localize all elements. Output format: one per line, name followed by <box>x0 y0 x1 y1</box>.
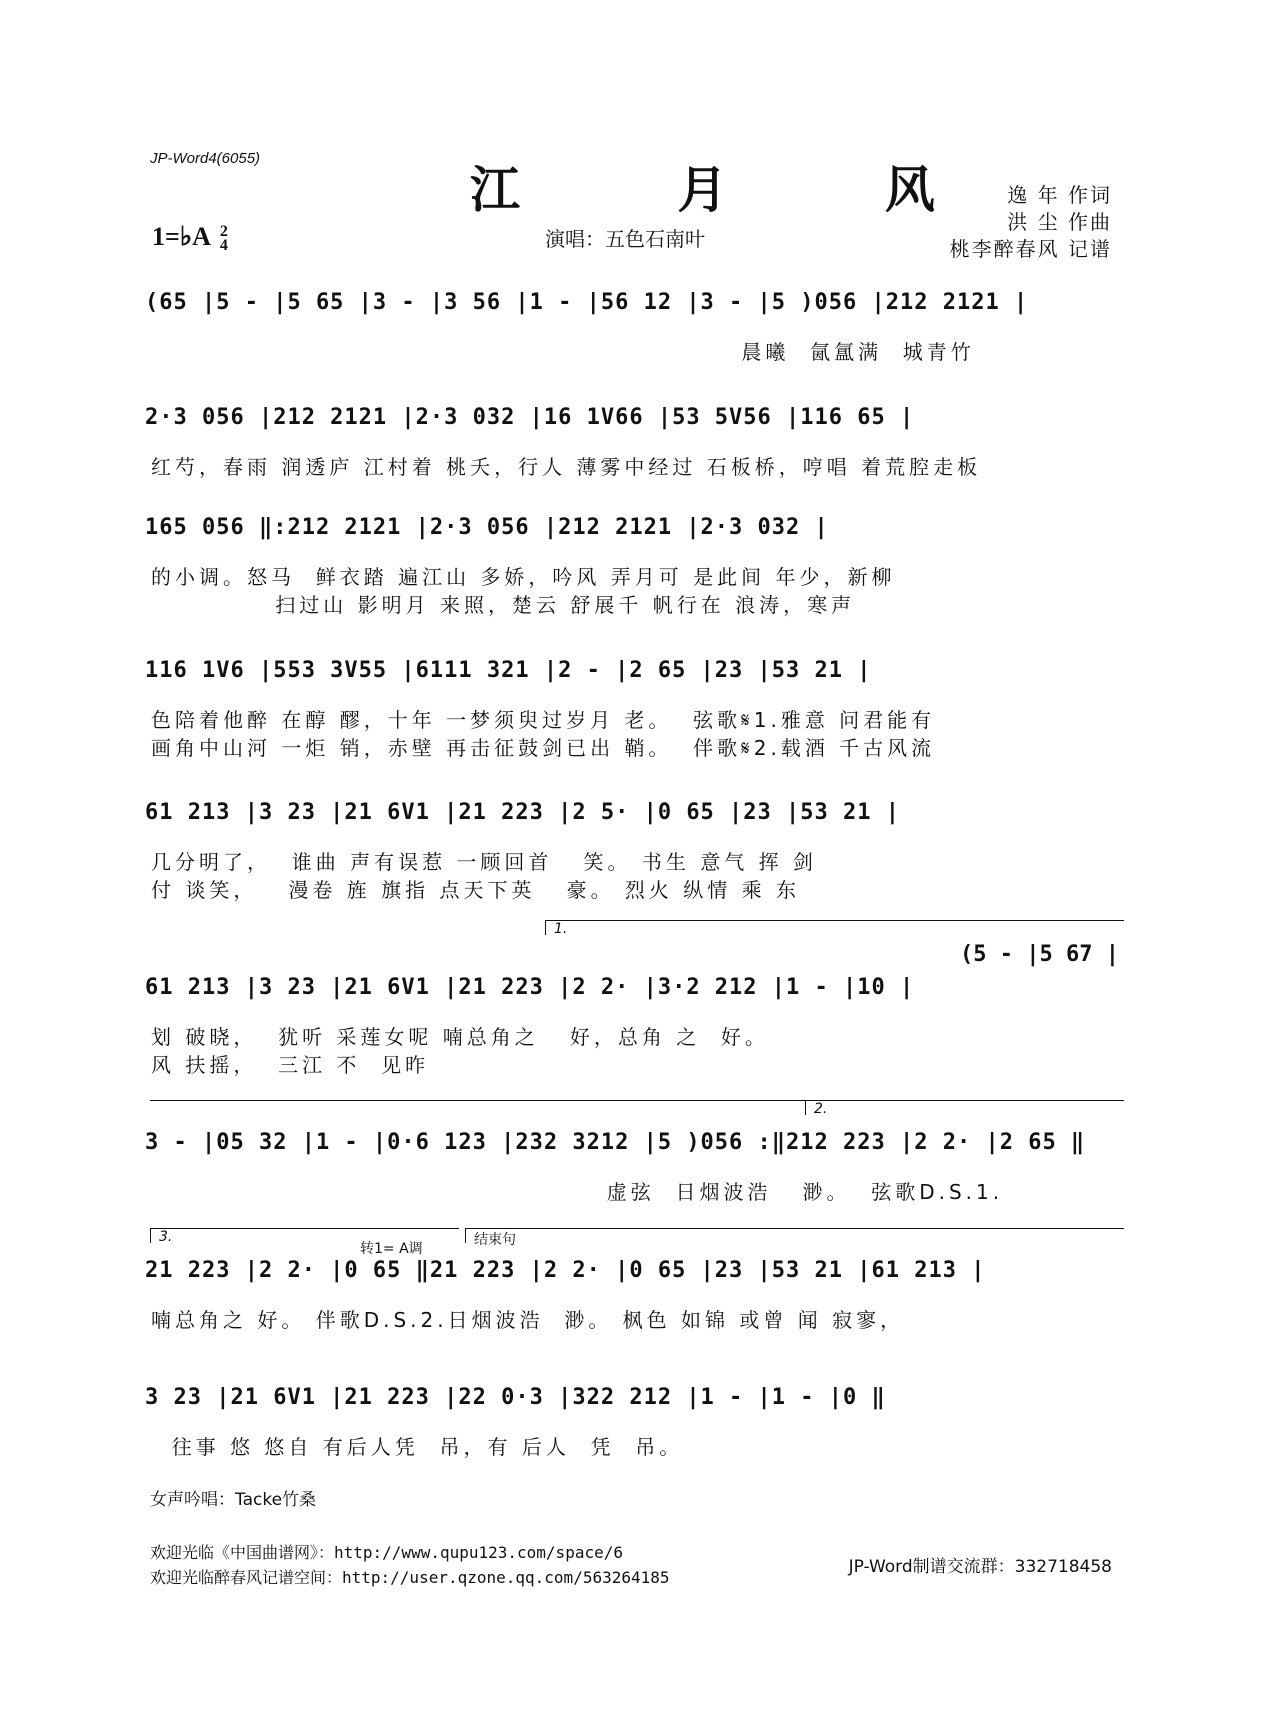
lyric-line: 虚弦 日烟波浩 渺。 弦歌D.S.1. <box>151 1180 1004 1204</box>
notation-line: 2·3 056 |212 2121 |2·3 032 |16 1V66 |53 5V56 |116 65 | <box>145 405 915 430</box>
credits-block <box>950 182 1112 263</box>
key-change-label: 转1= A调 <box>360 1241 423 1257</box>
lyric-line: 喃总角之 好。 伴歌D.S.2.日烟波浩 渺。 枫色 如锦 或曾 闻 寂寥， <box>151 1308 905 1332</box>
lyric-line: 风 扶摇， 三江 不 见昨 <box>151 1053 430 1077</box>
volta-bracket-3: 3. <box>150 1228 459 1243</box>
lyric-line: 几分明了， 谁曲 声有误惹 一顾回首 笑。 书生 意气 挥 剑 <box>151 850 817 874</box>
notation-line: 21 223 |2 2· |0 65 ‖21 223 |2 2· |0 65 |23 |53 21 |61 213 | <box>145 1258 986 1283</box>
lyric-line: 划 破晓， 犹听 采莲女呢 喃总角之 好，总角 之 好。 <box>151 1025 769 1049</box>
notation-line: 3 23 |21 6V1 |21 223 |22 0·3 |322 212 |1 - |1 - |0 ‖ <box>145 1385 886 1410</box>
notation-line: 61 213 |3 23 |21 6V1 |21 223 |2 5· |0 65 |23 |53 21 | <box>145 800 900 825</box>
time-top: 2 <box>219 223 228 241</box>
composer: 洪 尘 作曲 <box>1007 210 1112 234</box>
lyric-line: 扫过山 影明月 来照，楚云 舒展千 帆行在 浪涛，寒声 <box>151 593 856 617</box>
lyric-line: 红芍，春雨 润透庐 江村着 桃夭，行人 薄雾中经过 石板桥，哼唱 着荒腔走板 <box>151 455 982 479</box>
time-signature <box>220 225 228 253</box>
lyric-line: 付 谈笑， 漫卷 旌 旗指 点天下英 豪。 烈火 纵情 乘 东 <box>151 878 801 902</box>
notation-line: (65 |5 - |5 65 |3 - |3 56 |1 - |56 12 |3 - |5 )056 |212 2121 | <box>145 290 1029 315</box>
lyric-line: 的小调。怒马 鲜衣踏 遍江山 多娇，吟风 弄月可 是此间 年少，新柳 <box>151 565 896 589</box>
key-label: 1=♭A <box>152 222 210 251</box>
volta-bracket-2: 2. <box>805 1100 1124 1115</box>
lyric-line: 色陪着他醉 在醇 醪，十年 一梦须臾过岁月 老。 弦歌𝄋1.雅意 问君能有 <box>151 708 936 732</box>
singer-label: 演唱：五色石南叶 <box>545 227 705 251</box>
notation-line: 61 213 |3 23 |21 6V1 |21 223 |2 2· |3·2 212 |1 - |10 | <box>145 975 915 1000</box>
notation-line: 165 056 ‖:212 2121 |2·3 056 |212 2121 |2·3 032 | <box>145 515 829 540</box>
lyric-line: 晨曦 氤氲满 城青竹 <box>151 340 975 364</box>
lyric-line: 画角中山河 一炬 销，赤壁 再击征鼓剑已出 鞘。 伴歌𝄋2.载酒 千古风流 <box>151 736 936 760</box>
female-voice-credit: 女声吟唱：Tacke竹桑 <box>150 1490 317 1510</box>
lyric-line: 往事 悠 悠自 有后人凭 吊，有 后人 凭 吊。 <box>151 1435 684 1459</box>
key-signature <box>152 222 228 253</box>
time-bottom: 4 <box>219 237 228 255</box>
group-number: JP-Word制谱交流群：332718458 <box>848 1557 1112 1577</box>
site-link-1[interactable]: 欢迎光临《中国曲谱网》：http://www.qupu123.com/space/6 <box>150 1543 623 1562</box>
notation-line: 116 1V6 |553 3V55 |6111 321 |2 - |2 65 |23 |53 21 | <box>145 658 872 683</box>
site-link-2[interactable]: 欢迎光临醉春风记谱空间：http://user.qzone.qq.com/563264185 <box>150 1568 670 1587</box>
notation-line: 3 - |05 32 |1 - |0·6 123 |232 3212 |5 )056 :‖212 223 |2 2· |2 65 ‖ <box>145 1130 1086 1155</box>
lyricist: 逸 年 作词 <box>1007 183 1112 207</box>
source-tag: JP-Word4(6055) <box>150 150 261 167</box>
volta-bracket-1: 1. <box>545 920 1124 935</box>
song-title: 江 月 风 <box>470 160 1005 219</box>
introduction-notes: (5 - |5 67 | <box>960 942 1119 967</box>
transcriber: 桃李醉春风 记谱 <box>949 237 1112 261</box>
ending-label: 结束句 <box>465 1228 1124 1243</box>
